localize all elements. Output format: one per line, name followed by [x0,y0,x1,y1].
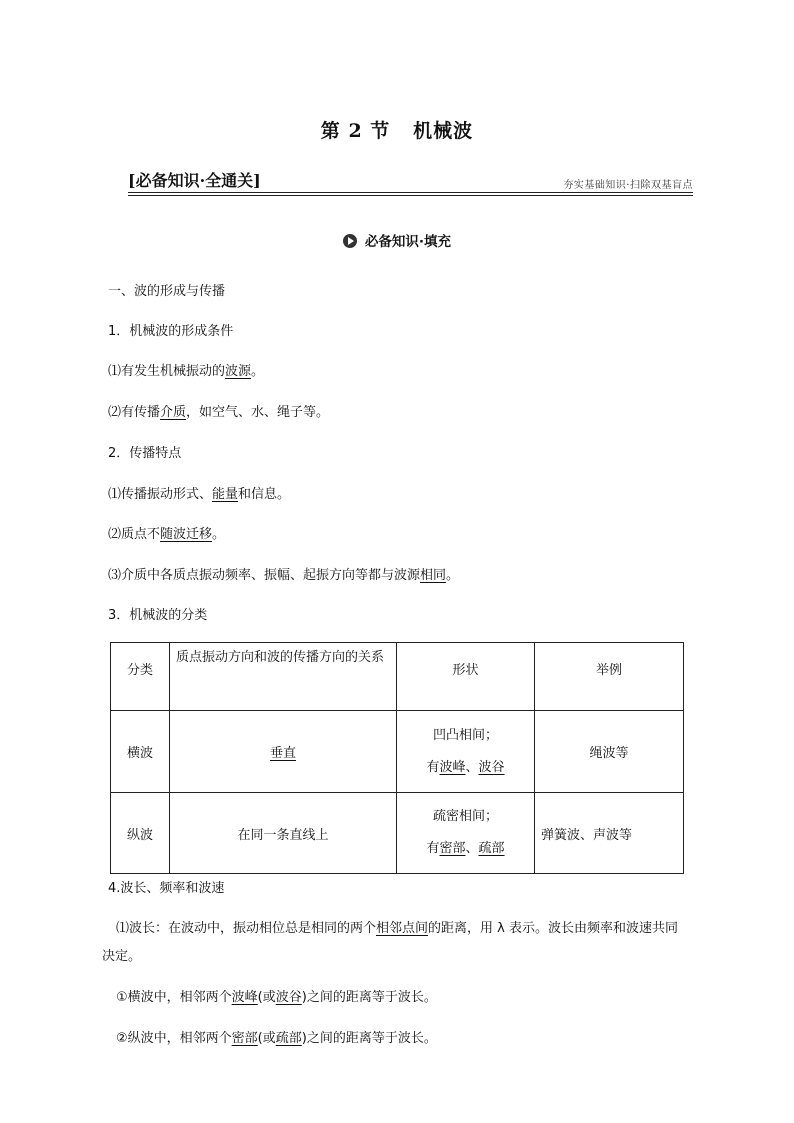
table-cell [170,711,397,793]
table-cell: 绳波等 [535,711,684,793]
line-4 [108,401,329,420]
underlined-term: 疏部 [478,841,505,856]
classification-table [110,642,684,874]
title-name: 机械波 [413,120,474,142]
table-row [111,793,684,874]
underlined-term: 介质 [160,405,187,420]
table-header: 形状 [397,643,535,711]
subheading-text: 必备知识·填充 [364,234,452,250]
underlined-term: 波谷 [275,990,302,1005]
underlined-term: 垂直 [269,746,296,761]
table-cell: 纵波 [111,793,170,874]
line-9: 3．机械波的分类 [108,608,208,623]
underlined-term: 波峰 [439,759,466,775]
section-heading: [必备知识·全通关] [128,171,261,190]
line-11 [116,917,678,936]
play-icon [343,234,357,248]
table-cell [397,793,535,874]
text: 、 [465,841,479,856]
underlined-term: 密部 [231,1031,258,1046]
cell-line [397,756,534,780]
text: 。 [212,527,226,542]
line-3 [108,360,264,379]
text: ⑶介质中各质点振动频率、振幅、起振方向等都与波源 [108,568,421,583]
text: ⑴有发生机械振动的 [108,364,226,379]
table-row [111,711,684,793]
table-header: 质点振动方向和波的传播方向的关系 [170,643,397,711]
line-5: 2．传播特点 [108,446,182,461]
line-13 [116,1027,437,1046]
line-7 [108,523,225,542]
title-suffix: 节 [370,120,391,142]
text: 、 [465,759,479,775]
line-6 [108,483,290,502]
text: (或 [257,990,276,1005]
line-10: 4.波长、频率和波速 [108,881,225,896]
cell-line: 凹凸相间； [432,727,498,743]
table-cell: 横波 [111,711,170,793]
text: )之间的距离等于波长。 [301,1031,437,1046]
text: ⑵质点不 [108,527,161,542]
underlined-term: 波谷 [478,759,505,775]
page-title [0,116,794,143]
cell-line: 疏密相间； [432,809,498,824]
text: ⑵有传播 [108,405,161,420]
table-header: 分类 [111,643,170,711]
text: 的距离，用 λ 表示。波长由频率和波速共同 [428,921,678,936]
cell-line [397,837,534,861]
text: ①横波中，相邻两个 [116,990,232,1005]
line-11-cont: 决定。 [102,949,142,964]
text: ⑴传播振动形式、 [108,487,213,502]
underlined-term: 随波迁移 [160,527,213,542]
line-1: 一、波的形成与传播 [108,284,226,299]
text: ，如空气、水、绳子等。 [186,405,330,420]
table-cell [397,711,535,793]
text: (或 [257,1031,276,1046]
title-prefix: 第 [320,120,341,142]
section-tag: 夯实基础知识·扫除双基盲点 [563,180,693,191]
line-8 [108,564,459,583]
section-bar [128,168,693,193]
text: )之间的距离等于波长。 [301,990,437,1005]
section-divider [128,195,693,196]
text: 。 [446,568,460,583]
underlined-term: 疏部 [275,1031,302,1046]
text: 有 [426,759,440,775]
underlined-term: 密部 [439,841,466,856]
title-number: 2 [348,120,363,142]
table-cell: 在同一条直线上 [170,793,397,874]
text: ⑴波长：在波动中，振动相位总是相同的两个 [116,921,377,936]
line-12 [116,986,437,1005]
underlined-term: 相邻点间 [376,921,429,936]
text: 。 [251,364,265,379]
text: 有 [426,841,440,856]
line-2: 1．机械波的形成条件 [108,324,234,339]
table-cell: 弹簧波、声波等 [535,793,684,874]
underlined-term: 能量 [212,487,239,502]
table-header: 举例 [535,643,684,711]
table-header-row [111,643,684,711]
subheading [0,230,794,250]
text: 和信息。 [238,487,291,502]
text: ②纵波中，相邻两个 [116,1031,232,1046]
underlined-term: 相同 [420,568,447,583]
underlined-term: 波源 [225,364,252,379]
underlined-term: 波峰 [231,990,258,1005]
